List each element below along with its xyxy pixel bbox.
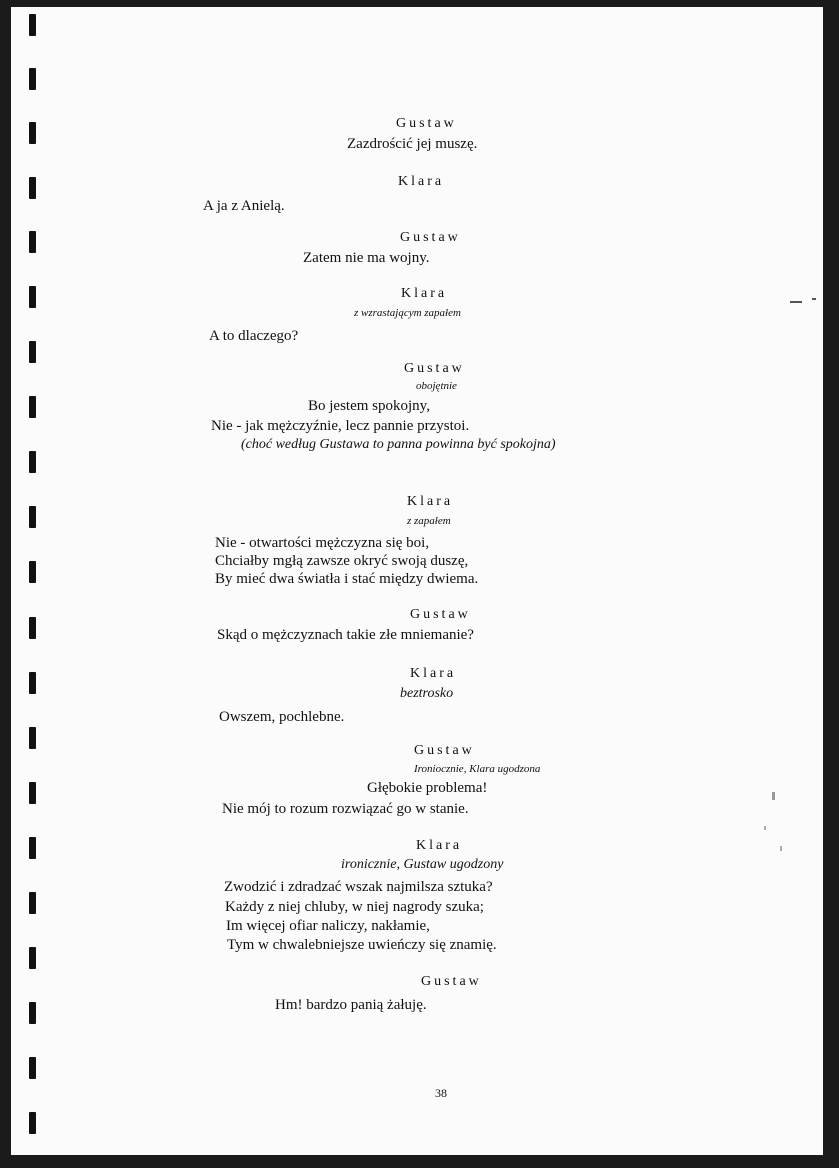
speaker-name: Gustaw [410, 607, 471, 622]
scan-speck [780, 846, 782, 851]
binding-ring [29, 782, 36, 804]
binding-ring [29, 1002, 36, 1024]
speaker-name: Klara [398, 174, 445, 189]
stage-direction: z wzrastającym zapałem [354, 307, 461, 319]
binding-ring [29, 231, 36, 253]
dialogue-line: Nie - jak mężczyźnie, lecz pannie przystoi. [211, 418, 470, 434]
binding-ring [29, 451, 36, 473]
dialogue-line: Skąd o mężczyznach takie złe mniemanie? [217, 627, 474, 643]
scan-speck [790, 301, 802, 303]
speaker-name: Gustaw [414, 743, 475, 758]
speaker-name: Klara [410, 666, 457, 681]
stage-direction: z zapałem [407, 515, 451, 527]
dialogue-line: Tym w chwalebniejsze uwieńczy się znamię. [227, 937, 497, 953]
speaker-name: Gustaw [421, 974, 482, 989]
binding-ring [29, 561, 36, 583]
dialogue-line: Nie - otwartości mężczyzna się boi, [215, 535, 430, 551]
speaker-name: Gustaw [396, 116, 457, 131]
binding-ring [29, 506, 36, 528]
scan-speck [812, 298, 816, 300]
binding-ring [29, 396, 36, 418]
dialogue-line: Głębokie problema! [367, 780, 488, 796]
dialogue-line: Hm! bardzo panią żałuję. [275, 997, 427, 1013]
binding-ring [29, 68, 36, 90]
binding-ring [29, 892, 36, 914]
stage-direction: obojętnie [416, 380, 457, 392]
binding-ring [29, 177, 36, 199]
binding-ring [29, 947, 36, 969]
speaker-name: Klara [401, 286, 448, 301]
binding-ring [29, 1057, 36, 1079]
binding-ring [29, 286, 36, 308]
dialogue-line: By mieć dwa światła i stać między dwiema. [215, 571, 479, 587]
binding-ring [29, 122, 36, 144]
dialogue-line: Chciałby mgłą zawsze okryć swoją duszę, [215, 553, 469, 569]
binding-ring [29, 672, 36, 694]
dialogue-line: Zazdrościć jej muszę. [347, 136, 478, 152]
dialogue-line: A to dlaczego? [209, 328, 299, 344]
dialogue-line: Zatem nie ma wojny. [303, 250, 430, 266]
stage-direction: ironicznie, Gustaw ugodzony [341, 857, 504, 872]
dialogue-line: Każdy z niej chluby, w niej nagrody szuka; [225, 899, 484, 915]
dialogue-line: Nie mój to rozum rozwiązać go w stanie. [222, 801, 469, 817]
binding-ring [29, 727, 36, 749]
dialogue-line: Zwodzić i zdradzać wszak najmilsza sztuka? [224, 879, 493, 895]
dialogue-line: Bo jestem spokojny, [308, 398, 430, 414]
binding-ring [29, 341, 36, 363]
binding-ring [29, 1112, 36, 1134]
stage-direction: Ironiocznie, Klara ugodzona [414, 763, 541, 775]
scan-speck [764, 826, 766, 830]
binding-ring [29, 14, 36, 36]
scan-speck [772, 792, 775, 800]
dialogue-line: Im więcej ofiar naliczy, nakłamie, [226, 918, 430, 934]
stage-direction: beztrosko [400, 686, 454, 701]
dialogue-line: A ja z Anielą. [203, 198, 285, 214]
speaker-name: Klara [416, 838, 463, 853]
speaker-name: Gustaw [404, 361, 465, 376]
author-note: (choć według Gustawa to panna powinna być spokojna) [241, 437, 556, 452]
dialogue-line: Owszem, pochlebne. [219, 709, 345, 725]
binding-ring [29, 617, 36, 639]
speaker-name: Klara [407, 494, 454, 509]
page-number: 38 [435, 1086, 447, 1100]
speaker-name: Gustaw [400, 230, 461, 245]
binding-ring [29, 837, 36, 859]
